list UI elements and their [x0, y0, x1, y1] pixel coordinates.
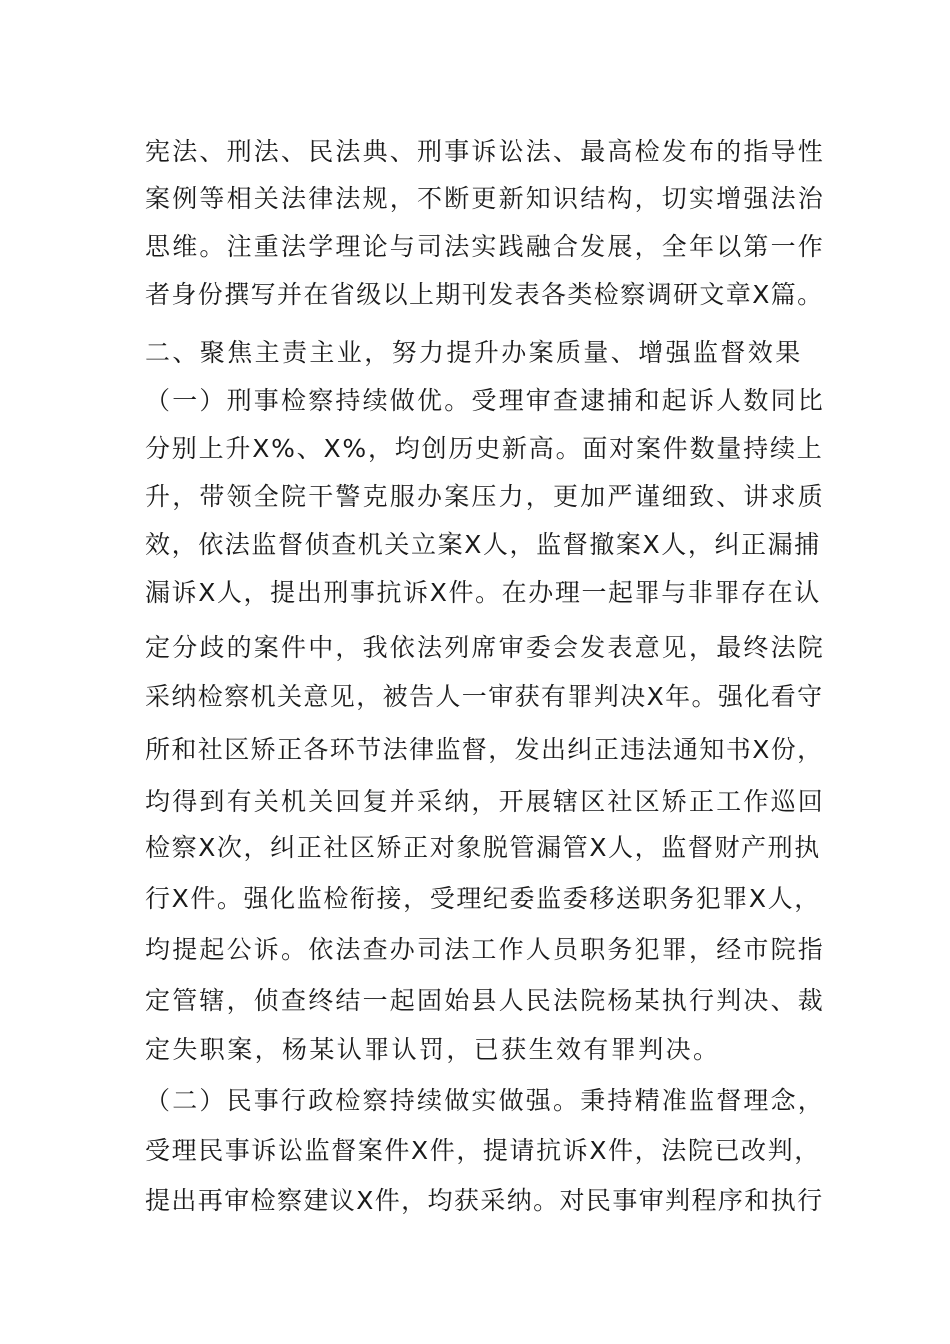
text-line: 效，依法监督侦查机关立案X人，监督撤案X人，纠正漏捕 — [145, 530, 821, 559]
text-line: 定失职案，杨某认罪认罚，已获生效有罪判决。 — [145, 1035, 721, 1064]
text-line: 定分歧的案件中，我依法列席审委会发表意见，最终法院 — [145, 633, 826, 662]
text-line: 均提起公诉。依法查办司法工作人员职务犯罪，经市院指 — [145, 935, 826, 964]
text-line: 宪法、刑法、民法典、刑事诉讼法、最高检发布的指导性 — [145, 137, 826, 166]
text-line: 均得到有关机关回复并采纳，开展辖区社区矫正工作巡回 — [145, 787, 826, 816]
text-line: 案例等相关法律法规，不断更新知识结构，切实增强法治 — [145, 184, 826, 213]
text-line: 所和社区矫正各环节法律监督，发出纠正违法通知书X份， — [145, 735, 824, 764]
text-line: 者身份撰写并在省级以上期刊发表各类检察调研文章X篇。 — [145, 280, 824, 309]
text-line: 思维。注重法学理论与司法实践融合发展，全年以第一作 — [145, 232, 826, 261]
text-line: 升，带领全院干警克服办案压力，更加严谨细致、讲求质 — [145, 482, 826, 511]
text-line: 分别上升X%、X%，均创历史新高。面对案件数量持续上 — [145, 434, 824, 463]
section-heading: 二、聚焦主责主业，努力提升办案质量、增强监督效果 — [145, 338, 803, 367]
text-line: 漏诉X人，提出刑事抗诉X件。在办理一起罪与非罪存在认 — [145, 578, 821, 607]
text-line: 采纳检察机关意见，被告人一审获有罪判决X年。强化看守 — [145, 682, 824, 711]
text-line: 行X件。强化监检衔接，受理纪委监委移送职务犯罪X人， — [145, 884, 821, 913]
subsection-heading-line: （二）民事行政检察持续做实做强。秉持精准监督理念， — [145, 1086, 826, 1115]
text-line: 定管辖，侦查终结一起固始县人民法院杨某执行判决、裁 — [145, 986, 826, 1015]
text-line: 检察X次，纠正社区矫正对象脱管漏管X人，监督财产刑执 — [145, 833, 821, 862]
subsection-heading-line: （一）刑事检察持续做优。受理审查逮捕和起诉人数同比 — [145, 386, 826, 415]
text-line: 提出再审检察建议X件，均获采纳。对民事审判程序和执行 — [145, 1186, 824, 1215]
text-line: 受理民事诉讼监督案件X件，提请抗诉X件，法院已改判， — [145, 1136, 821, 1165]
